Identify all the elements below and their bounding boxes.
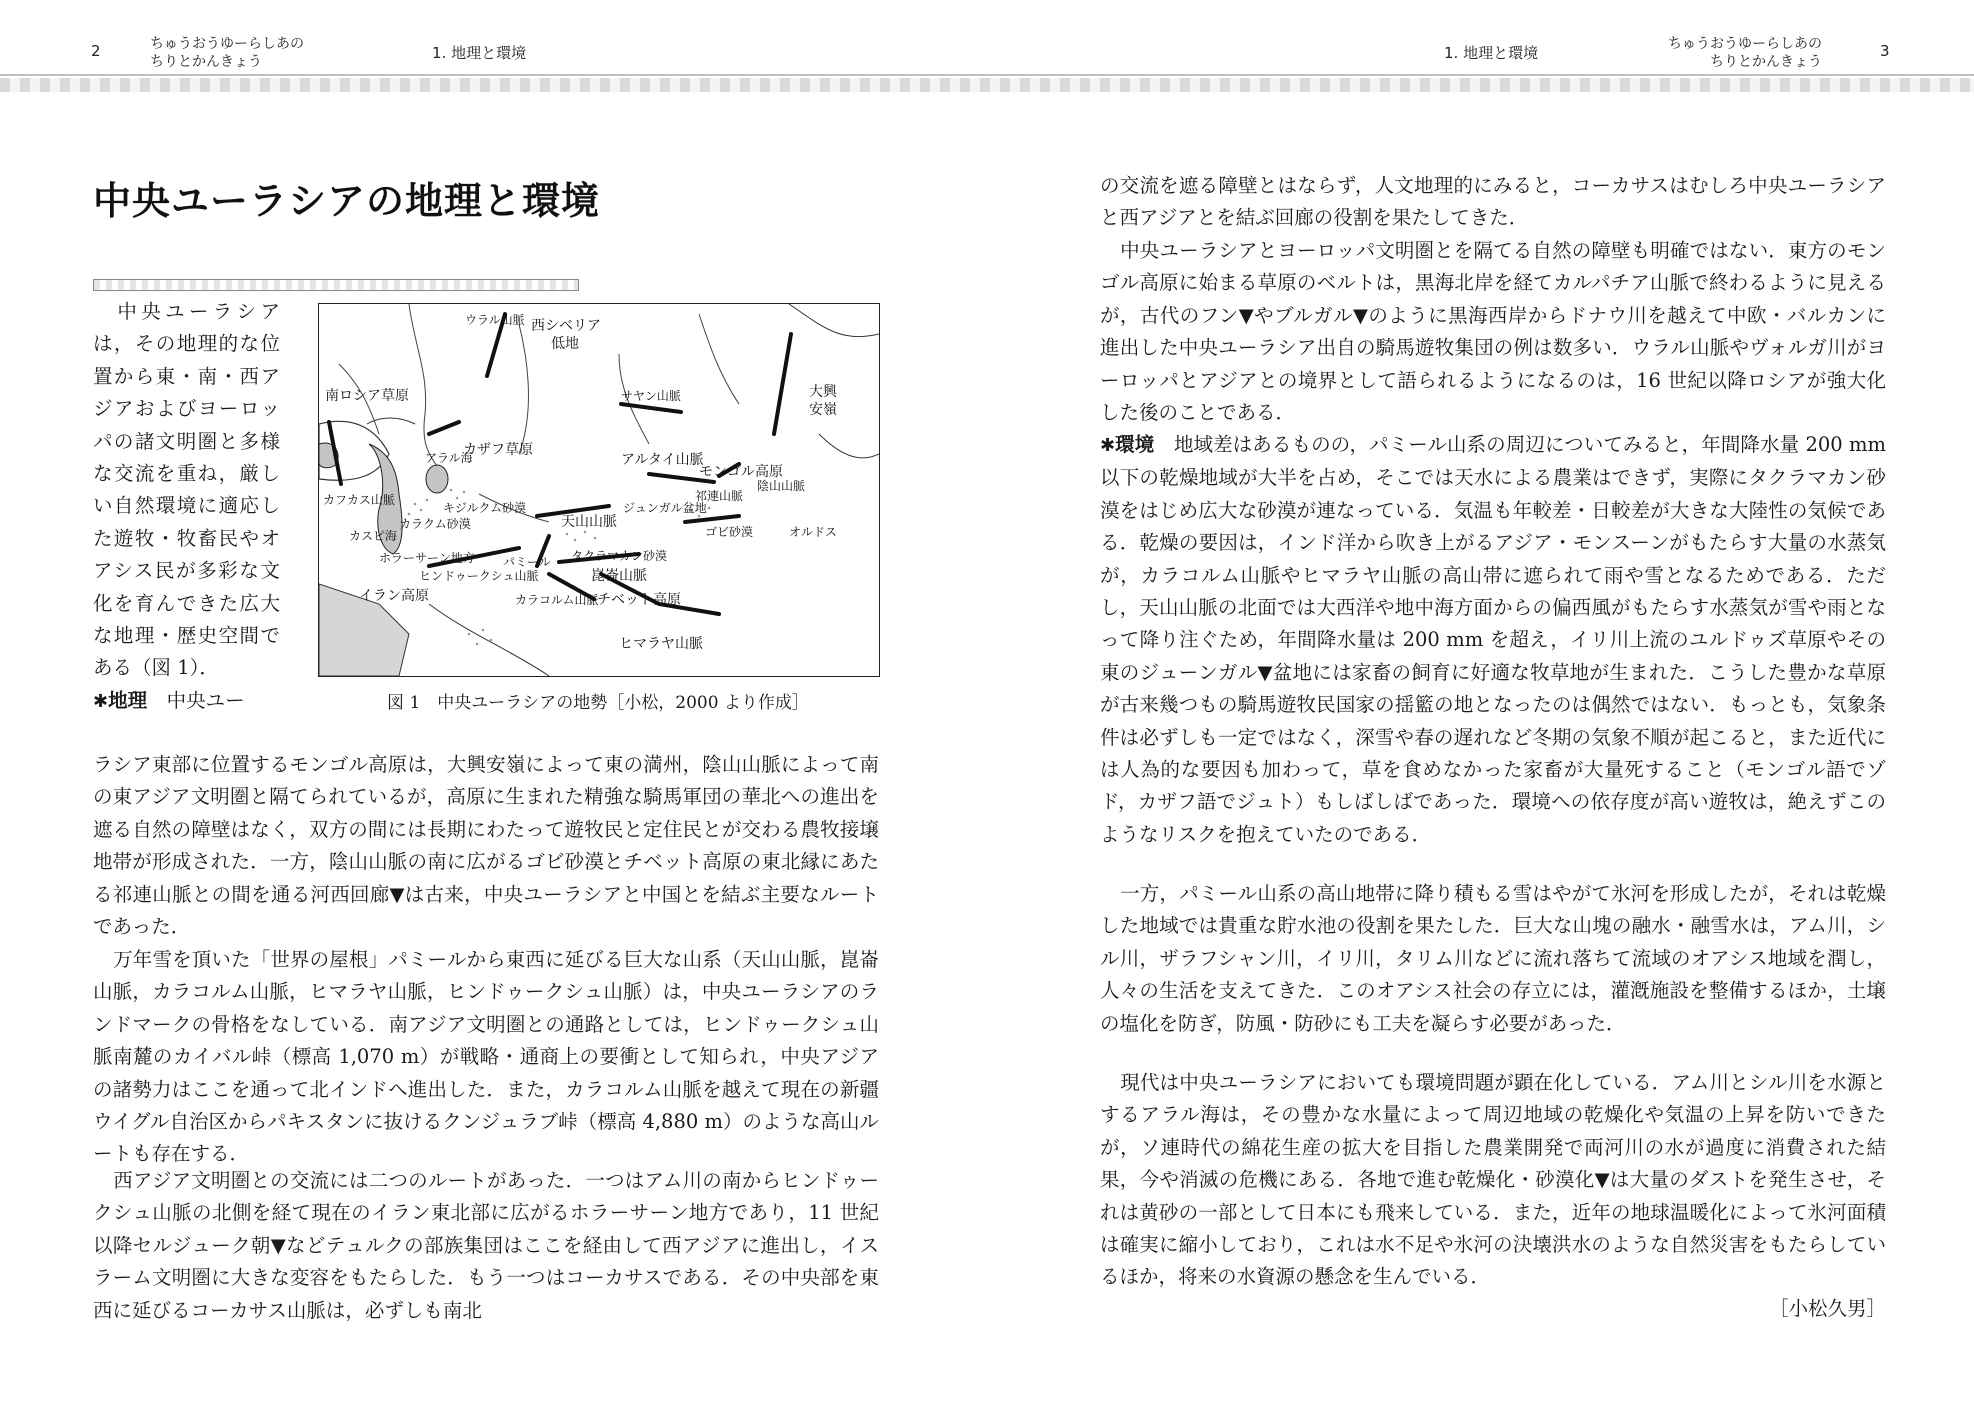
paragraph-right-1: の交流を遮る障壁とはならず，人文地理的にみると，コーカサスはむしろ中央ユーラシアと西アジアとを結ぶ回廊の役割を果たしてきた． xyxy=(1100,174,1886,230)
terrain-map-figure xyxy=(318,303,880,677)
paragraph-chiri-3 xyxy=(93,1165,879,1327)
left-running-series xyxy=(150,35,304,71)
paragraph-chiri-2 xyxy=(93,944,879,1171)
map-label-pamir: パミール xyxy=(503,555,551,569)
paragraph-kankyo-text: 地域差はあるものの，パミール山系の周辺についてみると，年間降水量 200 mm 以下の乾燥地域が大半を占め，そこでは天水による農業はできず，実際にタクラマカン砂漠をはじめ広大な砂漠が連なっている．気温も年較差・日較差が大きな大陸性の気候である．乾燥の要因は，インド洋から吹き上がるアジア・モンスーンがもたらす大量の水蒸気が，カラコルム山脈やヒマラヤ山脈の高山帯に遮られて雨や雪となるためである．ただし，天山山脈の北面では大西洋や地中海方面からの偏西風がもたらす水蒸気が雪や雨となって降り注ぐため，年間降水量は 200 mm を超え，イリ川上流のユルドゥズ草原やその東のジューンガル▼盆地には家畜の飼育に好適な牧草地が生まれた．こうした豊かな草原が古来幾つもの騎馬遊牧民国家の揺籃の地となったのは偶然ではない．もっとも，気象条件は必ずしも一定ではなく，深雪や春の遅れなど冬期の気象不順が起こると，また近代には人為的な要因も加わって，草を食めなかった家畜が大量死すること（モンゴル語でゾド，カザフ語でジュト）もしばしばであった．環境への依存度が高い遊牧は，絶えずこのようなリスクを抱えていたのである． xyxy=(1100,433,1886,846)
chiri-lead: 中央ユー xyxy=(166,688,245,712)
paragraph-kankyo xyxy=(1100,429,1886,851)
map-label-iran-plateau: イラン高原 xyxy=(359,588,429,604)
map-label-lowland: 低地 xyxy=(551,336,579,352)
map-label-caucasus: カフカス山脈 xyxy=(323,493,395,507)
map-label-kazakh: カザフ草原 xyxy=(463,442,533,458)
paragraph-right-5 xyxy=(1100,1067,1886,1294)
paragraph-chiri-3-text: 西アジア文明圏との交流には二つのルートがあった．一つはアム川の南からヒンドゥークシュ山脈の北側を経て現在のイラン東北部に広がるホラーサーン地方であり，11 世紀以降セルジューク朝▼などテュルクの部族集団はここを経由して西アジアに進出し，イスラーム文明圏に大きな変容をもたらした．もう一つはコーカサスである．その中央部を東西に延びるコーカサス山脈は，必ずしも南北 xyxy=(93,1169,879,1322)
paragraph-right-2-text: 中央ユーラシアとヨーロッパ文明圏とを隔てる自然の障壁も明確ではない．東方のモンゴル高原に始まる草原のベルトは，黒海北岸を経てカルパチア山脈で終わるように見えるが，古代のフン▼やブルガル▼のように黒海西岸からドナウ川を越えて中欧・バルカンに進出した中央ユーラシア出自の騎馬遊牧集団の例は数多い．ウラル山脈やヴォルガ川がヨーロッパとアジアとの境界として語られるようになるのは，16 世紀以降ロシアが強大化した後のことである． xyxy=(1100,239,1886,425)
map-label-caspian: カスピ海 xyxy=(349,529,398,543)
map-label-taklamakan: タクラマカン砂漠 xyxy=(571,549,668,563)
map-label-karakoram: カラコルム山脈 xyxy=(515,593,599,607)
paragraph-right-2 xyxy=(1100,235,1886,429)
chiri-heading: 地理 xyxy=(108,688,148,712)
paragraph-right-4-text: 一方，パミール山系の高山地帯に降り積もる雪はやがて氷河を形成したが，それは乾燥した地域では貴重な貯水池の役割を果たした．巨大な山塊の融水・融雪水は，アム川，シル川，ザラフシャン川，イリ川，タリム川などに流れ落ちて流域のオアシス地域を潤し，人々の生活を支えてきた．このオアシス社会の存立には，灌漑施設を整備するほか，土壌の塩化を防ぎ，防風・防砂にも工夫を凝らす必要があった． xyxy=(1100,882,1886,1035)
map-label-tianshan: 天山山脈 xyxy=(561,514,617,530)
section-mark-icon: ✱ xyxy=(1100,435,1116,456)
map-label-kyzylkum: キジルクム砂漠 xyxy=(443,501,527,515)
paragraph-right-5-text: 現代は中央ユーラシアにおいても環境問題が顕在化している．アム川とシル川を水源とするアラル海は，その豊かな水量によって周辺地域の乾燥化や気温の上昇を防いできたが，ソ連時代の綿花生産の拡大を目指した農業開発で両河川の水が過度に消費された結果，今や消滅の危機にある．各地で進む乾燥化・砂漠化▼は大量のダストを発生させ，それは黄砂の一部として日本にも飛来している．また，近年の地球温暖化によって氷河面積は確実に縮小しており，これは水不足や氷河の決壊洪水のような自然災害をもたらしているほか，将来の水資源の懸念を生んでいる． xyxy=(1100,1071,1886,1289)
terrain-map xyxy=(319,304,879,676)
map-label-gobi: ゴビ砂漠 xyxy=(705,525,754,539)
right-series-line1: ちゅうおうゆーらしあの xyxy=(1668,36,1822,52)
map-label-karakum: カラクム砂漠 xyxy=(399,517,471,531)
left-page-number: 2 xyxy=(91,42,101,60)
map-label-hindukush: ヒンドゥークシュ山脈 xyxy=(419,569,539,583)
right-series-line2: ちりとかんきょう xyxy=(1710,54,1822,70)
map-label-ural: ウラル山脈 xyxy=(465,313,525,327)
section-mark-icon: ✱ xyxy=(93,690,109,712)
map-label-qilian: 祁連山脈 xyxy=(695,489,744,503)
intro-paragraph xyxy=(93,296,280,718)
map-label-dzungaria: ジュンガル盆地 xyxy=(623,501,707,515)
article-title: 中央ユーラシアの地理と環境 xyxy=(93,179,601,223)
left-running-chapter: 1. 地理と環境 xyxy=(432,44,527,62)
map-label-mongol-plateau: モンゴル高原 xyxy=(699,464,783,480)
header-rule xyxy=(0,78,1974,92)
title-underline-bar xyxy=(93,279,579,291)
right-running-series xyxy=(1668,35,1822,71)
map-label-kunlun: 崑崙山脈 xyxy=(591,568,647,584)
author-signature: ［小松久男］ xyxy=(1768,1297,1886,1320)
right-running-chapter: 1. 地理と環境 xyxy=(1444,44,1539,62)
map-label-yinshan: 陰山山脈 xyxy=(757,479,806,493)
map-label-daxinganling-1: 大興 xyxy=(809,384,837,400)
paragraph-chiri-2-text: 万年雪を頂いた「世界の屋根」パミールから東西に延びる巨大な山系（天山山脈，崑崙山脈，カラコルム山脈，ヒマラヤ山脈，ヒンドゥークシュ山脈）は，中央ユーラシアのランドマークの骨格をなしている．南アジア文明圏との通路としては，ヒンドゥークシュ山脈南麓のカイバル峠（標高 1,070 m）が戦略・通商上の要衝として知られ，中央アジアの諸勢力はここを通って北インドへ進出した．また，カラコルム山脈を越えて現在の新疆ウイグル自治区からパキスタンに抜けるクンジュラブ峠（標高 4,880 m）のような高山ルートも存在する． xyxy=(93,948,879,1166)
kankyo-heading: 環境 xyxy=(1115,433,1155,456)
map-label-sayan: サヤン山脈 xyxy=(621,389,681,403)
map-label-south-russia: 南ロシア草原 xyxy=(325,388,409,404)
paragraph-chiri-1: ラシア東部に位置するモンゴル高原は，大興安嶺によって東の満州，陰山山脈によって南の東アジア文明圏と隔てられているが，高原に生まれた精強な騎馬軍団の華北への進出を遮る自然の障壁はなく，双方の間には長期にわたって遊牧民と定住民とが交わる農牧接壌地帯が形成された．一方，陰山山脈の南に広がるゴビ砂漠とチベット高原の東北縁にあたる祁連山脈との間を通る河西回廊▼は古来，中央ユーラシアと中国とを結ぶ主要なルートであった． xyxy=(93,753,879,939)
left-series-line2: ちりとかんきょう xyxy=(150,54,262,70)
intro-text: 中央ユーラシアは，その地理的な位置から東・南・西アジアおよびヨーロッパの諸文明圏と多様な交流を重ね，厳しい自然環境に適応した遊牧・牧畜民やオアシス民が多彩な文化を育んできた広大な地理・歴史空間である（図 1）． xyxy=(93,300,280,680)
map-label-aral: アラル海 xyxy=(425,451,473,465)
map-label-ordos: オルドス xyxy=(789,525,837,539)
map-label-daxinganling-2: 安嶺 xyxy=(809,402,837,418)
map-label-tibet: チベット高原 xyxy=(597,592,681,608)
figure-caption: 図 1 中央ユーラシアの地勢［小松，2000 より作成］ xyxy=(387,693,809,713)
map-label-west-siberia: 西シベリア xyxy=(531,318,601,334)
paragraph-right-4 xyxy=(1100,878,1886,1040)
map-label-khorasan: ホラーサーン地方 xyxy=(379,551,475,565)
left-series-line1: ちゅうおうゆーらしあの xyxy=(150,36,304,52)
right-page-number: 3 xyxy=(1880,42,1890,60)
map-label-himalaya: ヒマラヤ山脈 xyxy=(619,636,703,652)
map-label-altai: アルタイ山脈 xyxy=(621,452,704,468)
